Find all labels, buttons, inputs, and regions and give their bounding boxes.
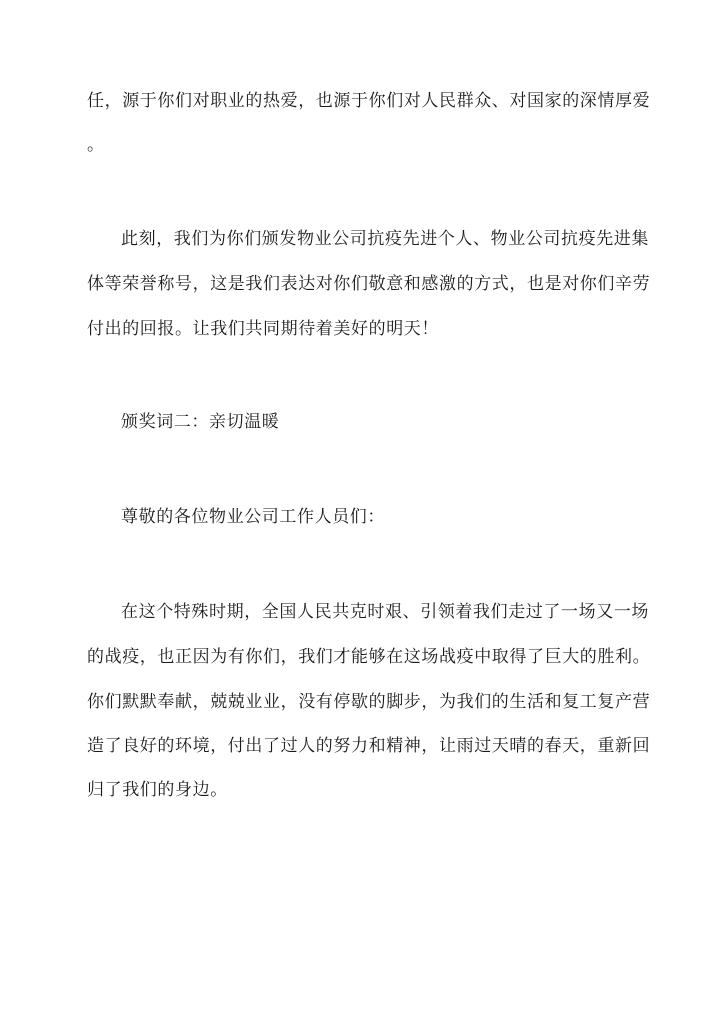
paragraph-3-line-2: 的战疫，也正因为有你们，我们才能够在这场战疫中取得了巨大的胜利。: [87, 647, 651, 667]
salutation: 尊敬的各位物业公司工作人员们：: [121, 507, 385, 527]
paragraph-3-line-3: 你们默默奉献，兢兢业业，没有停歇的脚步，为我们的生活和复工复产营: [87, 692, 651, 712]
paragraph-2-line-2: 体等荣誉称号，这是我们表达对你们敬意和感激的方式，也是对你们辛劳: [87, 274, 651, 294]
paragraph-3-line-4: 造了良好的环境，付出了过人的努力和精神，让雨过天晴的春天，重新回: [87, 736, 651, 756]
paragraph-1-line-1: 任，源于你们对职业的热爱，也源于你们对人民群众、对国家的深情厚爱: [87, 91, 651, 111]
paragraph-3-line-5: 归了我们的身边。: [87, 780, 228, 800]
section-heading: 颁奖词二：亲切温暖: [121, 412, 280, 432]
paragraph-1-line-2: 。: [87, 135, 105, 155]
paragraph-3-line-1: 在这个特殊时期，全国人民共克时艰、引领着我们走过了一场又一场: [121, 602, 649, 622]
paragraph-2-line-3: 付出的回报。让我们共同期待着美好的明天！: [87, 319, 439, 339]
paragraph-2-line-1: 此刻，我们为你们颁发物业公司抗疫先进个人、物业公司抗疫先进集: [121, 229, 649, 249]
